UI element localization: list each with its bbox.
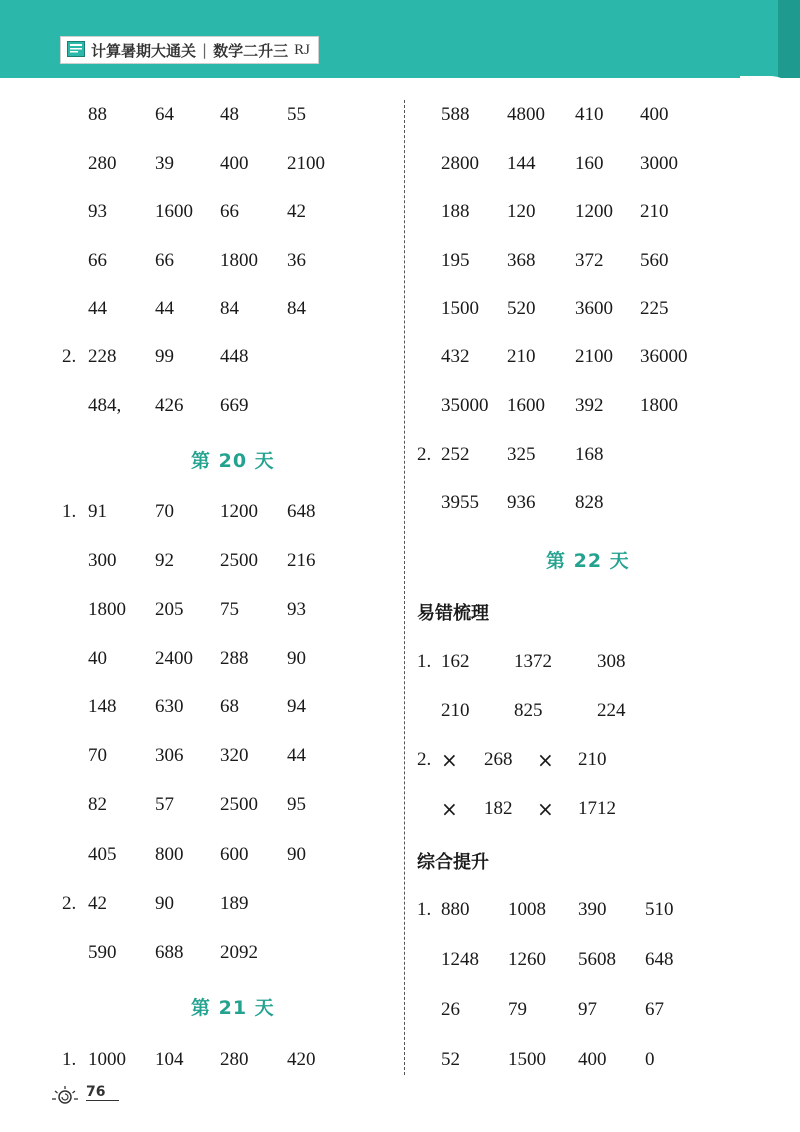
answer-value: 44 xyxy=(287,745,306,766)
answer-value: 880 xyxy=(441,899,470,920)
answer-value: 1800 xyxy=(220,250,258,271)
answer-value: 1500 xyxy=(441,298,479,319)
answer-value: 94 xyxy=(287,696,306,717)
answer-row xyxy=(0,345,800,369)
answer-value: 91 xyxy=(88,501,107,522)
answer-value: 825 xyxy=(514,700,543,721)
answer-value: 90 xyxy=(287,844,306,865)
answer-value: 26 xyxy=(441,999,460,1020)
answer-value: 57 xyxy=(155,794,174,815)
answer-value: 630 xyxy=(155,696,184,717)
subject-label: 数学二升三 xyxy=(213,41,289,60)
question-number: 1. xyxy=(417,899,432,920)
answer-value: 120 xyxy=(507,201,536,222)
answer-value: 210 xyxy=(441,700,470,721)
answer-value: 3955 xyxy=(441,492,479,513)
answer-value: 268 xyxy=(484,749,513,770)
section-heading: 综合提升 xyxy=(417,852,489,873)
header-edge xyxy=(778,0,800,78)
answer-value: 79 xyxy=(508,999,527,1020)
edition-label: RJ xyxy=(294,41,310,58)
answer-value: 104 xyxy=(155,1049,184,1070)
answer-row xyxy=(0,797,800,821)
answer-value: 84 xyxy=(287,298,306,319)
answer-value: 280 xyxy=(220,1049,249,1070)
answer-row xyxy=(0,843,800,867)
answer-value: 42 xyxy=(287,201,306,222)
book-title: 计算暑期大通关 xyxy=(91,41,197,60)
answer-value: 372 xyxy=(575,250,604,271)
answer-value: 688 xyxy=(155,942,184,963)
answer-value: 70 xyxy=(155,501,174,522)
wrong-mark: × xyxy=(441,797,458,821)
answer-value: 55 xyxy=(287,104,306,125)
answer-value: 93 xyxy=(287,599,306,620)
answer-value: 224 xyxy=(597,700,626,721)
question-number: 1. xyxy=(417,651,432,672)
answer-value: 252 xyxy=(441,444,470,465)
header-label xyxy=(60,36,319,64)
answer-value: 66 xyxy=(155,250,174,271)
answer-value: 205 xyxy=(155,599,184,620)
answer-row xyxy=(0,998,800,1022)
answer-row xyxy=(0,699,800,723)
header-separator: | xyxy=(202,41,208,59)
answer-row xyxy=(0,898,800,922)
answer-value: 448 xyxy=(220,346,249,367)
answer-value: 1712 xyxy=(578,798,616,819)
answer-value: 1000 xyxy=(88,1049,126,1070)
wrong-mark: × xyxy=(537,797,554,821)
answer-value: 1200 xyxy=(575,201,613,222)
answer-value: 160 xyxy=(575,153,604,174)
day-title: 第 20 天 xyxy=(191,450,275,472)
answer-value: 70 xyxy=(88,745,107,766)
answer-value: 93 xyxy=(88,201,107,222)
answer-row xyxy=(0,549,800,573)
answer-value: 1008 xyxy=(508,899,546,920)
question-number: 2. xyxy=(62,893,77,914)
answer-value: 560 xyxy=(640,250,669,271)
answer-value: 64 xyxy=(155,104,174,125)
answer-value: 828 xyxy=(575,492,604,513)
answer-value: 1372 xyxy=(514,651,552,672)
answer-row xyxy=(0,200,800,224)
answer-value: 210 xyxy=(640,201,669,222)
answer-value: 368 xyxy=(507,250,536,271)
answer-row xyxy=(0,249,800,273)
answer-value: 484, xyxy=(88,395,122,416)
answer-value: 92 xyxy=(155,550,174,571)
answer-value: 90 xyxy=(287,648,306,669)
answer-row xyxy=(0,297,800,321)
answer-value: 162 xyxy=(441,651,470,672)
answer-value: 66 xyxy=(220,201,239,222)
answer-value: 2500 xyxy=(220,794,258,815)
answer-value: 420 xyxy=(287,1049,316,1070)
answer-value: 2100 xyxy=(575,346,613,367)
answer-value: 3600 xyxy=(575,298,613,319)
answer-value: 648 xyxy=(645,949,674,970)
answer-row xyxy=(0,650,800,674)
answer-value: 0 xyxy=(645,1049,655,1070)
question-number: 2. xyxy=(417,749,432,770)
answer-value: 1600 xyxy=(507,395,545,416)
answer-value: 66 xyxy=(88,250,107,271)
answer-value: 168 xyxy=(575,444,604,465)
answer-row xyxy=(0,394,800,418)
answer-value: 1500 xyxy=(508,1049,546,1070)
day-title: 第 22 天 xyxy=(546,550,630,572)
answer-row xyxy=(0,103,800,127)
question-number: 1. xyxy=(62,1049,77,1070)
answer-row xyxy=(0,152,800,176)
answer-value: 308 xyxy=(597,651,626,672)
answer-value: 228 xyxy=(88,346,117,367)
answer-value: 648 xyxy=(287,501,316,522)
answer-value: 195 xyxy=(441,250,470,271)
answer-value: 1260 xyxy=(508,949,546,970)
answer-value: 400 xyxy=(220,153,249,174)
answer-value: 432 xyxy=(441,346,470,367)
answer-value: 5608 xyxy=(578,949,616,970)
answer-value: 144 xyxy=(507,153,536,174)
answer-row xyxy=(0,443,800,467)
answer-value: 2100 xyxy=(287,153,325,174)
sun-swirl-icon xyxy=(48,1082,82,1108)
answer-value: 2092 xyxy=(220,942,258,963)
answer-value: 410 xyxy=(575,104,604,125)
answer-value: 68 xyxy=(220,696,239,717)
answer-value: 35000 xyxy=(441,395,489,416)
answer-row xyxy=(0,948,800,972)
answer-value: 52 xyxy=(441,1049,460,1070)
answer-value: 320 xyxy=(220,745,249,766)
answer-value: 400 xyxy=(578,1049,607,1070)
answer-value: 39 xyxy=(155,153,174,174)
answer-value: 84 xyxy=(220,298,239,319)
answer-value: 210 xyxy=(578,749,607,770)
answer-value: 1800 xyxy=(640,395,678,416)
book-icon xyxy=(67,41,85,57)
answer-value: 400 xyxy=(640,104,669,125)
answer-value: 3000 xyxy=(640,153,678,174)
answer-row xyxy=(0,491,800,515)
answer-value: 42 xyxy=(88,893,107,914)
answer-value: 1248 xyxy=(441,949,479,970)
wrong-mark: × xyxy=(537,748,554,772)
answer-value: 48 xyxy=(220,104,239,125)
answer-value: 325 xyxy=(507,444,536,465)
answer-value: 99 xyxy=(155,346,174,367)
answer-value: 216 xyxy=(287,550,316,571)
answer-row xyxy=(0,1048,800,1072)
answer-value: 95 xyxy=(287,794,306,815)
page-number: 76 xyxy=(86,1084,119,1101)
answer-value: 2800 xyxy=(441,153,479,174)
answer-value: 44 xyxy=(155,298,174,319)
answer-value: 225 xyxy=(640,298,669,319)
day-title: 第 21 天 xyxy=(191,997,275,1019)
question-number: 2. xyxy=(62,346,77,367)
answer-value: 510 xyxy=(645,899,674,920)
answer-value: 90 xyxy=(155,893,174,914)
answer-value: 36000 xyxy=(640,346,688,367)
answer-value: 2400 xyxy=(155,648,193,669)
answer-value: 88 xyxy=(88,104,107,125)
answer-value: 1600 xyxy=(155,201,193,222)
question-number: 2. xyxy=(417,444,432,465)
answer-value: 148 xyxy=(88,696,117,717)
answer-value: 82 xyxy=(88,794,107,815)
answer-value: 67 xyxy=(645,999,664,1020)
answer-row xyxy=(0,598,800,622)
answer-value: 40 xyxy=(88,648,107,669)
answer-value: 182 xyxy=(484,798,513,819)
answer-value: 936 xyxy=(507,492,536,513)
answer-value: 36 xyxy=(287,250,306,271)
answer-value: 2500 xyxy=(220,550,258,571)
answer-value: 600 xyxy=(220,844,249,865)
answer-value: 210 xyxy=(507,346,536,367)
answer-value: 590 xyxy=(88,942,117,963)
header-curve xyxy=(740,76,800,106)
answer-value: 405 xyxy=(88,844,117,865)
answer-value: 390 xyxy=(578,899,607,920)
answer-value: 669 xyxy=(220,395,249,416)
answer-value: 392 xyxy=(575,395,604,416)
answer-value: 97 xyxy=(578,999,597,1020)
answer-value: 44 xyxy=(88,298,107,319)
answer-value: 426 xyxy=(155,395,184,416)
answer-value: 1800 xyxy=(88,599,126,620)
answer-value: 300 xyxy=(88,550,117,571)
answer-row xyxy=(0,748,800,772)
answer-value: 75 xyxy=(220,599,239,620)
answer-value: 1200 xyxy=(220,501,258,522)
wrong-mark: × xyxy=(441,748,458,772)
answer-value: 288 xyxy=(220,648,249,669)
answer-value: 306 xyxy=(155,745,184,766)
answer-value: 189 xyxy=(220,893,249,914)
answer-value: 588 xyxy=(441,104,470,125)
answer-value: 4800 xyxy=(507,104,545,125)
page-footer xyxy=(48,1082,128,1112)
question-number: 1. xyxy=(62,501,77,522)
section-heading: 易错梳理 xyxy=(417,603,489,624)
answer-value: 188 xyxy=(441,201,470,222)
answer-value: 800 xyxy=(155,844,184,865)
answer-value: 520 xyxy=(507,298,536,319)
column-divider xyxy=(404,100,405,1075)
answer-value: 280 xyxy=(88,153,117,174)
